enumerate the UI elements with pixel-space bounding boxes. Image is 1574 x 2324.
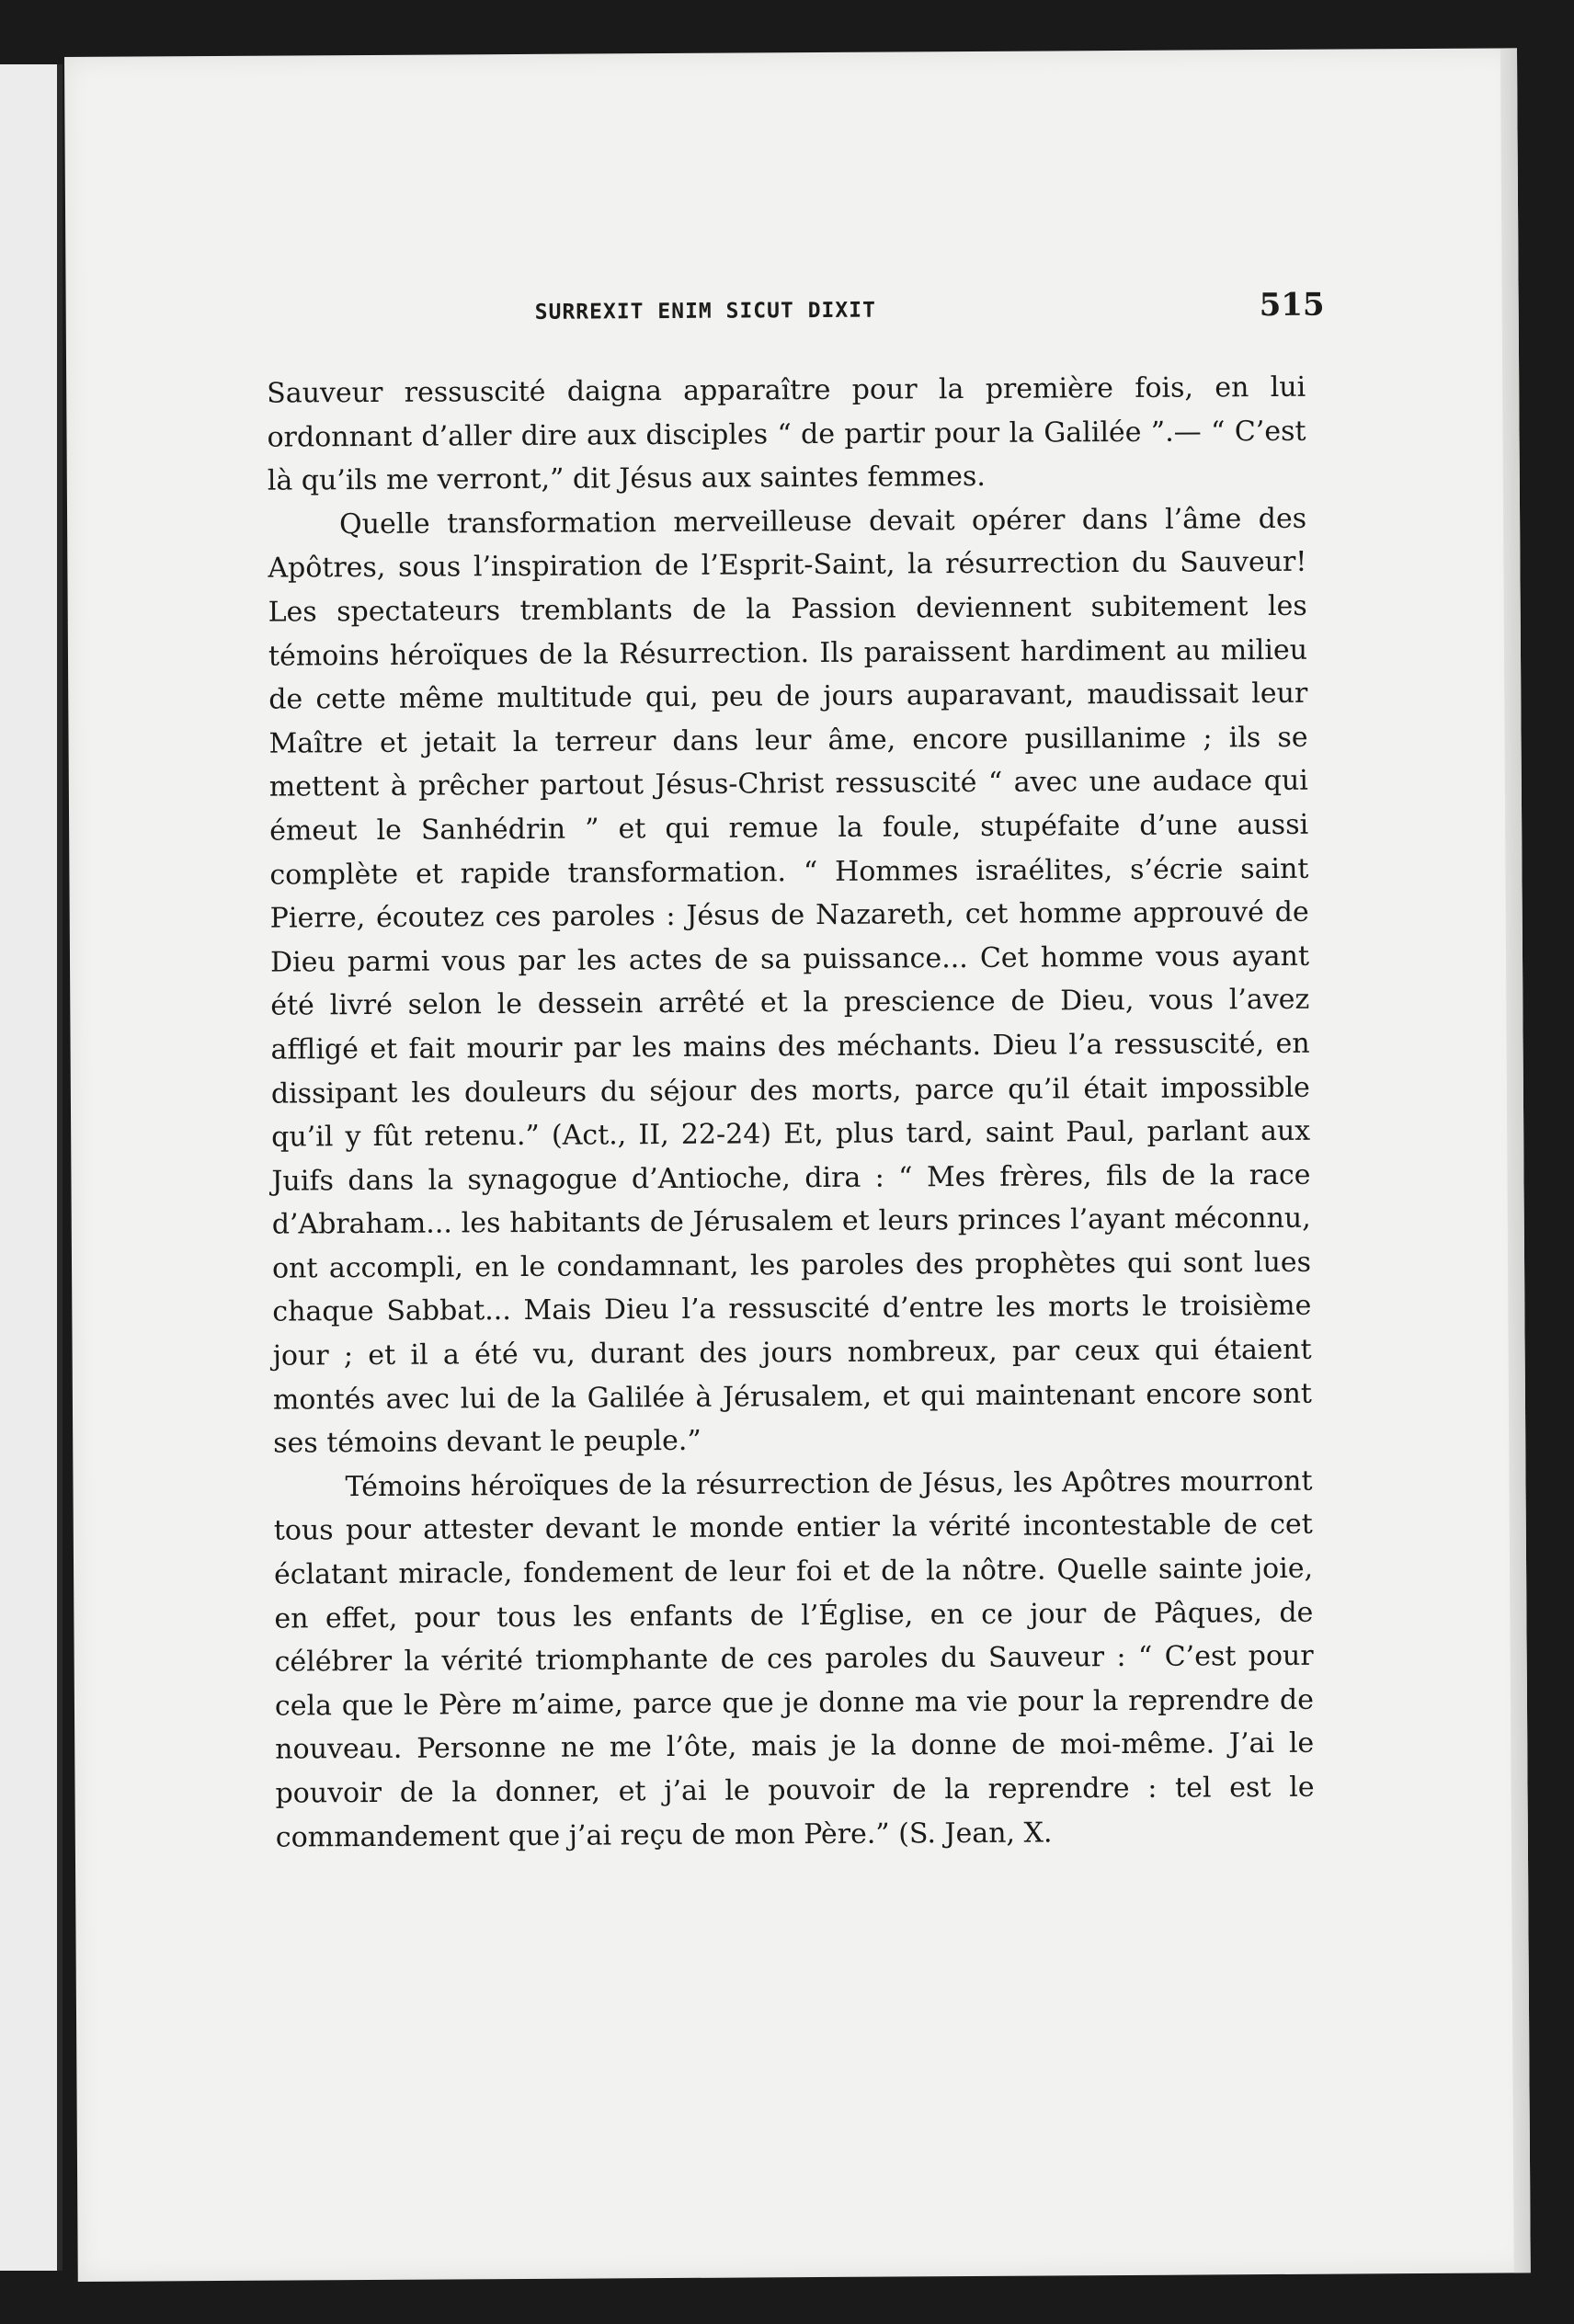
running-head: SURREXIT ENIM SICUT DIXIT — [534, 298, 876, 325]
book-page — [64, 48, 1531, 2282]
paragraph: Quelle transformation merveilleuse devait opérer dans l’âme des Apôtres, sous l’inspiration de l’Esprit-Saint, la résurrection du Sauveur! Les spectateurs tremblants de la Passion deviennent subitement les témoins héroïques de la Résurrection. Ils paraissent hardiment au milieu de cette même multitude qui, peu de jours auparavant, maudissait leur Maître et jetait la terreur dans leur âme, encore pusillanime ; ils se mettent à prêcher partout Jésus-Christ ressuscité “ avec une audace qui émeut le Sanhédrin ” et qui remue la foule, stupéfaite d’une aussi complète et rapide transformation. “ Hommes israélites, s’écrie saint Pierre, écoutez ces paroles : Jésus de Nazareth, cet homme approuvé de Dieu parmi vous par les actes de sa puissance... Cet homme vous ayant été livré selon le dessein arrêté et la prescience de Dieu, vous l’avez affligé et fait mourir par les mains des méchants. Dieu l’a ressuscité, en dissipant les douleurs du séjour des morts, parce qu’il était impossible qu’il y fût retenu.” (Act., II, 22-24) Et, plus tard, saint Paul, parlant aux Juifs dans la synagogue d’Antioche, dira : “ Mes frères, fils de la race d’Abraham... les habitants de Jérusalem et leurs princes l’ayant méconnu, ont accompli, en le condamnant, les paroles des prophètes qui sont lues chaque Sabbat... Mais Dieu l’a ressuscité d’entre les morts le troisième jour ; et il a été vu, durant des jours nombreux, par ceux qui étaient montés avec lui de la Galilée à Jérusalem, et qui maintenant encore sont ses témoins devant le peuple.” — [268, 502, 1313, 1460]
page-fore-edge — [1500, 48, 1531, 2273]
paragraph: Témoins héroïques de la résurrection de Jésus, les Apôtres mourront tous pour attester devant le monde entier la vérité incontestable de cet éclatant miracle, fondement de leur foi et de la nôtre. Quelle sainte joie, en effet, pour tous les enfants de l’Église, en ce jour de Pâques, de célébrer la vérité triomphante de ces paroles du Sauveur : “ C’est pour cela que le Père m’aime, parce que je donne ma vie pour la reprendre de nouveau. Personne ne me l’ôte, mais je la donne de moi-même. J’ai le pouvoir de la donner, et j’ai le pouvoir de la reprendre : tel est le commandement que j’ai reçu de mon Père.” (S. Jean, X. — [273, 1464, 1315, 1854]
previous-page-edge — [0, 64, 63, 2271]
page-number: 515 — [1259, 286, 1325, 325]
paragraph-continuation: Sauveur ressuscité daigna apparaître pour la première fois, en lui ordonnant d’aller dire aux disciples “ de partir pour la Galilée ”.— “ C’est là qu’ils me verront,” dit Jésus aux saintes femmes. — [267, 370, 1306, 497]
body-text — [267, 366, 1315, 1860]
